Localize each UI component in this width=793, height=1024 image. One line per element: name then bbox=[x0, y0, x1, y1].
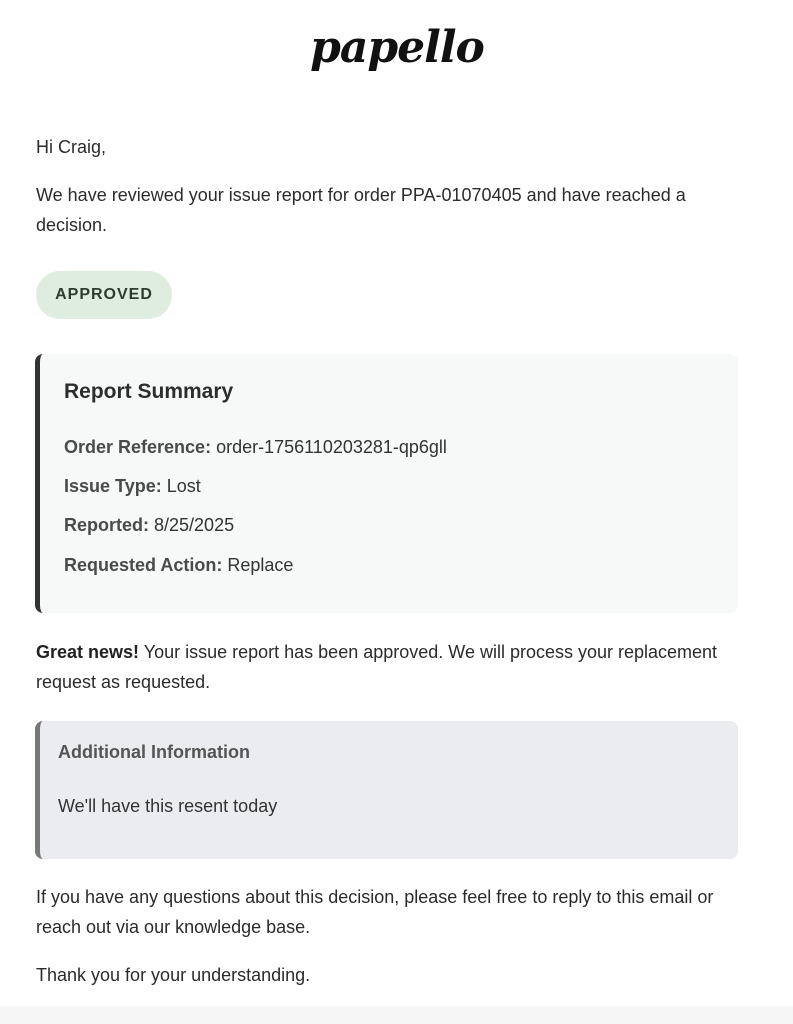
summary-row-reported bbox=[64, 513, 234, 537]
summary-label: Requested Action: bbox=[64, 555, 223, 575]
additional-info-text: We'll have this resent today bbox=[58, 796, 278, 816]
additional-info-card bbox=[35, 721, 738, 859]
approval-message bbox=[36, 637, 736, 697]
questions-text: If you have any questions about this decision, please feel free to reply to this email or reach out via our knowledge base. bbox=[36, 887, 714, 937]
status-badge: APPROVED bbox=[36, 271, 172, 319]
approval-lead: Great news! bbox=[36, 642, 140, 662]
logo-text: papello bbox=[309, 24, 484, 73]
summary-row-issue-type bbox=[64, 474, 201, 498]
summary-row-order-reference bbox=[64, 435, 447, 459]
summary-label: Reported: bbox=[64, 515, 149, 535]
summary-title: Report Summary bbox=[64, 380, 234, 403]
thanks-text: Thank you for your understanding. bbox=[36, 965, 311, 985]
summary-row-requested-action bbox=[64, 553, 293, 577]
greeting: Hi Craig, bbox=[36, 137, 107, 157]
additional-info-title: Additional Information bbox=[58, 742, 250, 762]
summary-label: Order Reference: bbox=[64, 437, 212, 457]
intro-text: We have reviewed your issue report for order PPA-01070405 and have reached a decision. bbox=[36, 185, 686, 235]
summary-value: order-1756110203281-qp6gll bbox=[216, 437, 447, 457]
summary-value: Lost bbox=[166, 476, 201, 496]
summary-value: Replace bbox=[227, 555, 294, 575]
brand-logo bbox=[0, 24, 793, 80]
summary-label: Issue Type: bbox=[64, 476, 162, 496]
approval-text: Your issue report has been approved. We will process your replacement request as requested. bbox=[36, 642, 718, 692]
report-summary-card bbox=[35, 354, 738, 613]
summary-value: 8/25/2025 bbox=[154, 515, 235, 535]
footer-band bbox=[0, 1006, 793, 1024]
